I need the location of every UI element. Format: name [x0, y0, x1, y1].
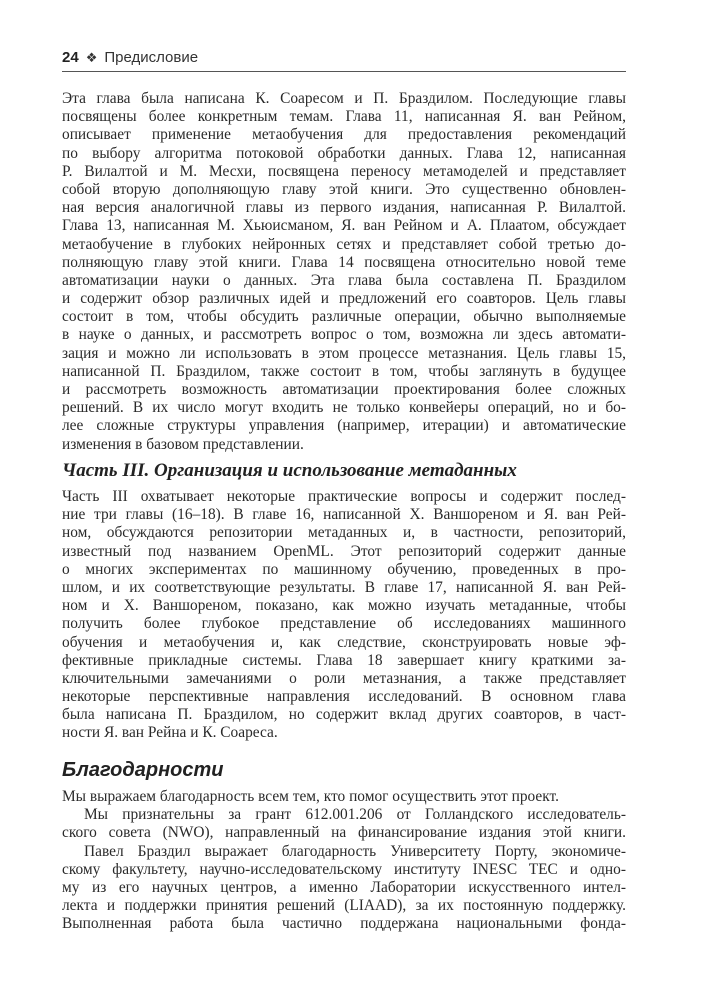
- running-header: [62, 49, 626, 72]
- text-line: обучения и метаобучения и, как следствие, сконструировать новые эф-: [62, 633, 626, 651]
- text-line: Р. Вилалтой и М. Месхи, посвящена переносу метамоделей и представляет: [62, 162, 626, 180]
- text-line: была написана П. Браздилом, но содержит вклад других соавторов, в част-: [62, 706, 626, 724]
- text-line: Эта глава была написана К. Соаресом и П. Браздилом. Последующие главы: [62, 90, 626, 107]
- text-line: по выбору алгоритма потоковой обработки данных. Глава 12, написанная: [62, 144, 626, 162]
- text-line: ном и Х. Ваншореном, показано, как можно изучать метаданные, чтобы: [62, 597, 626, 615]
- text-line: лекта и поддержки принятия решений (LIAAD), за их постоянную поддержку.: [62, 897, 626, 915]
- paragraph-grant: [62, 806, 626, 842]
- text-line: метаобучение в глубоких нейронных сетях и представляет собой третью до-: [62, 235, 626, 253]
- text-line: описывает применение метаобучения для предоставления рекомендаций: [62, 126, 626, 144]
- text-line: и содержит обзор различных идей и предложений его соавторов. Цель главы: [62, 290, 626, 308]
- text-line: известный под названием OpenML. Этот репозиторий содержит данные: [62, 542, 626, 560]
- text-line: ского совета (NWO), направленный на финансирование издания этой книги.: [62, 824, 626, 842]
- text-line: Мы выражаем благодарность всем тем, кто помог осуществить этот проект.: [62, 788, 559, 805]
- paragraph-chapters-11-15: [62, 90, 626, 454]
- text-line: состоит в том, чтобы обсудить различные операции, обычно выполняемые: [62, 308, 626, 326]
- text-line: ние три главы (16–18). В главе 16, написанной Х. Ваншореном и Я. ван Рей-: [62, 506, 626, 524]
- text-line: изменения в базовом представлении.: [62, 435, 304, 453]
- text-line: Часть III охватывает некоторые практические вопросы и содержит послед-: [62, 488, 626, 505]
- acknowledgements-heading: Благодарности: [62, 759, 224, 781]
- text-line: автоматизации науки о данных. Эта глава была составлена П. Браздилом: [62, 271, 626, 289]
- part-3-heading: Часть III. Организация и использование метаданных: [62, 460, 517, 481]
- paragraph-part-3: [62, 488, 626, 743]
- text-line: Выполненная работа была частично поддержана национальными фонда-: [62, 915, 626, 933]
- text-line: зация и можно ли использовать в этом процессе метазнания. Цель главы 15,: [62, 344, 626, 362]
- text-line: и рассмотреть возможность автоматизации проектирования более сложных: [62, 381, 626, 398]
- text-line: написанной П. Браздилом, также состоит в том, чтобы заглянуть в будущее: [62, 362, 626, 380]
- text-line: о многих экспериментах по машинному обучению, проведенных в про-: [62, 560, 626, 578]
- text-line: посвящены более конкретным темам. Глава 11, написанная Я. ван Рейном,: [62, 108, 626, 126]
- text-line: ключительными замечаниями о роли метазнания, а также представляет: [62, 669, 626, 687]
- text-line: скому факультету, научно-исследовательскому институту INESC TEC и одно-: [62, 860, 626, 878]
- text-line: Павел Браздил выражает благодарность Университету Порту, экономиче-: [84, 842, 626, 860]
- text-line: решений. В их число могут входить не только конвейеры операций, но и бо-: [62, 399, 626, 417]
- text-line: некоторые перспективные направления исследований. В основном глава: [62, 688, 626, 706]
- text-line: Мы признательны за грант 612.001.206 от Голландского исследователь-: [84, 806, 626, 824]
- running-header-title: Предисловие: [104, 49, 199, 66]
- text-line: получить более глубокое представление об исследованиях машинного: [62, 615, 626, 633]
- text-line: ности Я. ван Рейна и К. Соареса.: [62, 724, 278, 742]
- ornament-icon: ❖: [85, 50, 98, 65]
- text-line: лее сложные структуры управления (например, итерации) и автоматические: [62, 417, 626, 435]
- text-line: ном, обсуждаются репозитории метаданных и, в частности, репозиторий,: [62, 524, 626, 542]
- text-line: в науке о данных, и рассмотреть вопрос о том, возможна ли здесь автомати-: [62, 326, 626, 344]
- text-line: ная версия аналогичной главы из первого издания, написанная Р. Вилалтой.: [62, 199, 626, 217]
- text-line: Глава 13, написанная М. Хьюисманом, Я. ван Рейном и А. Плаатом, обсуждает: [62, 217, 626, 235]
- page-number: 24: [62, 49, 79, 66]
- text-line: шлом, и их соответствующие результаты. В главе 17, написанной Я. ван Рей-: [62, 578, 626, 596]
- text-line: му из его научных центров, а именно Лаборатории искусственного интел-: [62, 878, 626, 896]
- text-line: фективные прикладные системы. Глава 18 завершает книгу краткими за-: [62, 651, 626, 669]
- text-line: полняющую главу этой книги. Глава 14 посвящена относительно новой теме: [62, 253, 626, 271]
- paragraph-brazdil-thanks: [62, 843, 626, 934]
- text-line: собой вторую дополняющую главу этой книги. Это существенно обновлен-: [62, 180, 626, 198]
- paragraph-thanks: [62, 788, 626, 806]
